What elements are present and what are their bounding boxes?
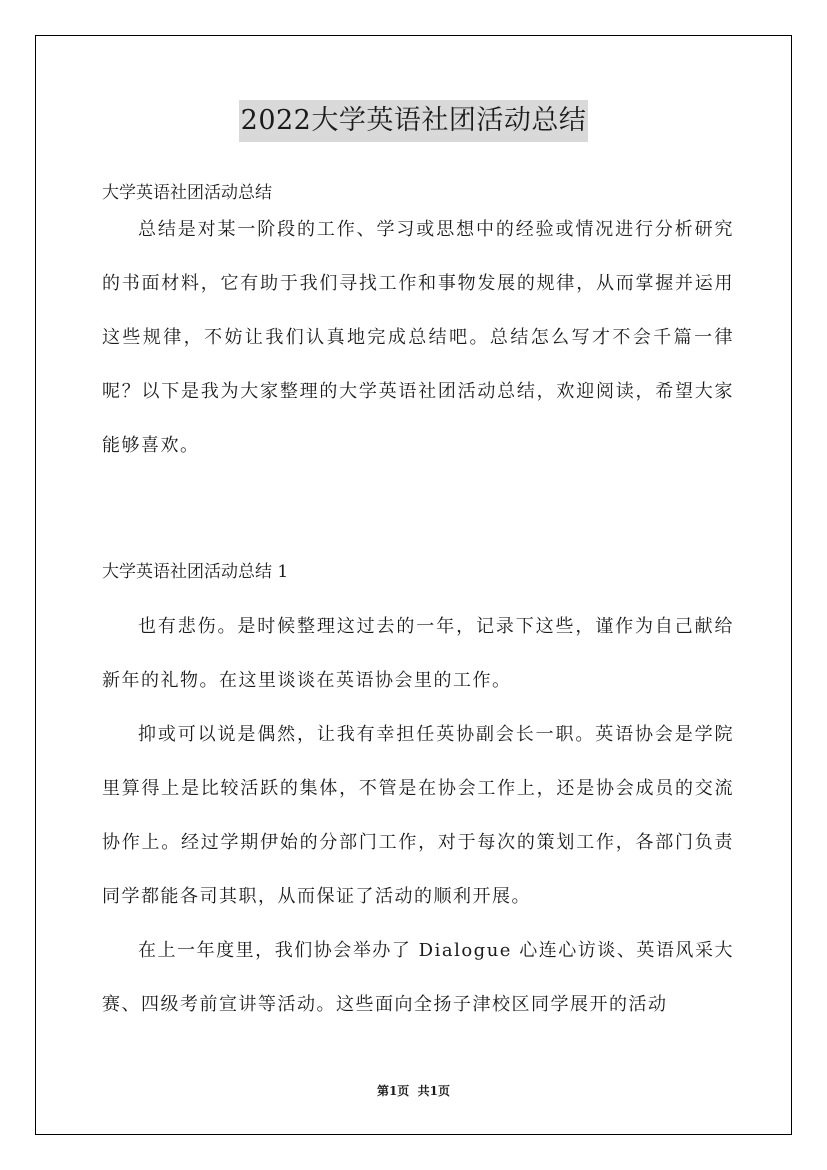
section-heading: 大学英语社团活动总结 1 — [102, 562, 289, 582]
document-title: 2022大学英语社团活动总结 — [239, 100, 589, 142]
page-total: 共1页 — [417, 1084, 451, 1098]
page-footer — [0, 1082, 827, 1100]
body-paragraph-1: 也有悲伤。是时候整理这过去的一年，记录下这些，谨作为自己献给新年的礼物。在这里谈谈在英语协会里的工作。 — [102, 616, 734, 691]
body-paragraph-2: 抑或可以说是偶然，让我有幸担任英协副会长一职。英语协会是学院里算得上是比较活跃的集体，不管是在协会工作上，还是协会成员的交流协作上。经过学期伊始的分部门工作，对于每次的策划工作，各部门负责同学都能各司其职，从而保证了活动的顺利开展。 — [102, 724, 734, 907]
document-subtitle: 大学英语社团活动总结 — [102, 183, 272, 203]
body-paragraph-3: 在上一年度里，我们协会举办了 Dialogue 心连心访谈、英语风采大赛、四级考前宣讲等活动。这些面向全扬子津校区同学展开的活动 — [102, 940, 734, 1015]
intro-paragraph: 总结是对某一阶段的工作、学习或思想中的经验或情况进行分析研究的书面材料，它有助于我们寻找工作和事物发展的规律，从而掌握并运用这些规律，不妨让我们认真地完成总结吧。总结怎么写才不会千篇一律呢？以下是我为大家整理的大学英语社团活动总结，欢迎阅读，希望大家能够喜欢。 — [102, 219, 734, 456]
page-number: 第1页 — [376, 1084, 410, 1098]
title-container — [0, 100, 827, 142]
